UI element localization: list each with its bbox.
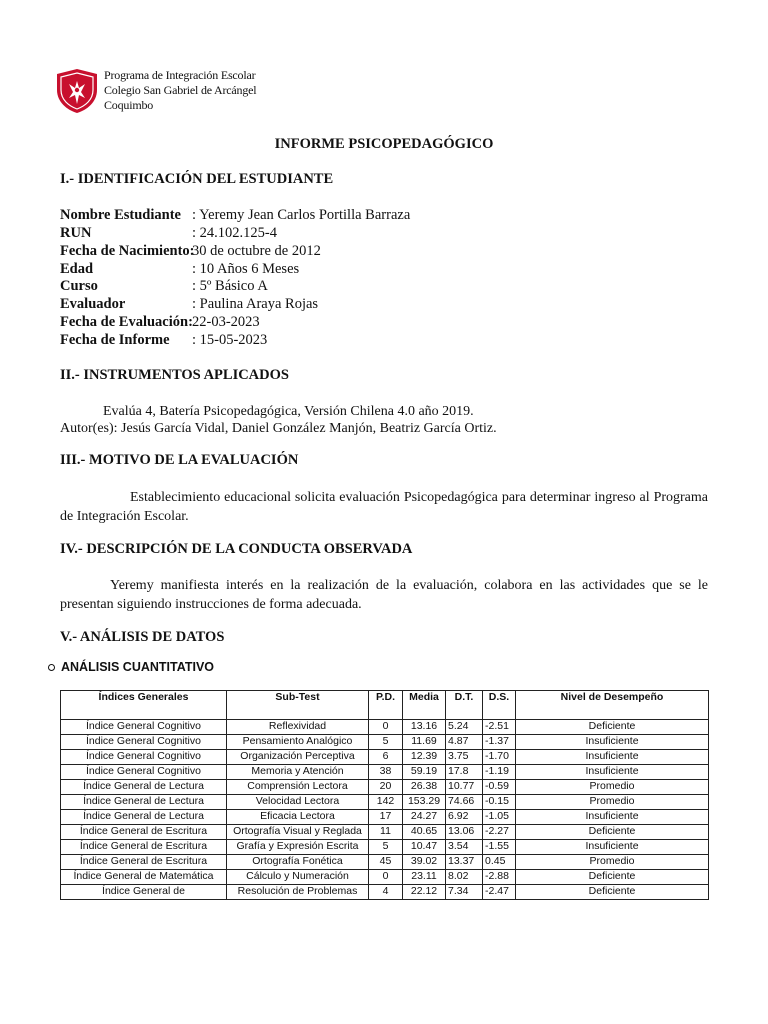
cell-media: 59.19 (403, 765, 446, 780)
cell-ds: -1.55 (483, 840, 516, 855)
cell-nivel: Deficiente (516, 720, 709, 735)
cell-pd: 5 (369, 735, 403, 750)
id-label: Fecha de Evaluación: (60, 314, 193, 330)
cell-ds: -0.59 (483, 780, 516, 795)
cell-dt: 13.37 (446, 855, 483, 870)
cell-subtest: Grafía y Expresión Escrita (227, 840, 369, 855)
table-row (61, 720, 709, 735)
cell-pd: 6 (369, 750, 403, 765)
instrument-authors: Autor(es): Jesús García Vidal, Daniel González Manjón, Beatriz García Ortiz. (60, 421, 497, 436)
cell-pd: 38 (369, 765, 403, 780)
cell-index: Índice General de (61, 885, 227, 900)
cell-media: 40.65 (403, 825, 446, 840)
cell-media: 11.69 (403, 735, 446, 750)
cell-index: Índice General Cognitivo (61, 720, 227, 735)
cell-index: Índice General Cognitivo (61, 735, 227, 750)
table-row (61, 840, 709, 855)
id-row-run (60, 224, 277, 242)
table-row (61, 885, 709, 900)
id-row-evaluator (60, 295, 318, 313)
cell-dt: 3.54 (446, 840, 483, 855)
cell-dt: 8.02 (446, 870, 483, 885)
cell-media: 39.02 (403, 855, 446, 870)
table-row (61, 855, 709, 870)
id-value: 30 de octubre de 2012 (192, 243, 321, 259)
cell-index: Índice General de Lectura (61, 780, 227, 795)
cell-dt: 4.87 (446, 735, 483, 750)
cell-subtest: Ortografía Fonética (227, 855, 369, 870)
id-value: : Yeremy Jean Carlos Portilla Barraza (192, 207, 411, 223)
section-motivo-heading: III.- MOTIVO DE LA EVALUACIÓN (60, 452, 299, 468)
id-row-report-date (60, 331, 267, 349)
cell-dt: 10.77 (446, 780, 483, 795)
cell-index: Índice General de Escritura (61, 855, 227, 870)
header-nivel: Nivel de Desempeño (516, 691, 709, 720)
section-identification-heading: I.- IDENTIFICACIÓN DEL ESTUDIANTE (60, 171, 334, 187)
cell-ds: -2.47 (483, 885, 516, 900)
cell-ds: -0.15 (483, 795, 516, 810)
cell-dt: 74.66 (446, 795, 483, 810)
section-instruments-heading: II.- INSTRUMENTOS APLICADOS (60, 367, 289, 383)
results-table (60, 690, 709, 900)
cell-media: 10.47 (403, 840, 446, 855)
cell-pd: 0 (369, 870, 403, 885)
cell-pd: 20 (369, 780, 403, 795)
table-row (61, 825, 709, 840)
instrument-line: Evalúa 4, Batería Psicopedagógica, Versión Chilena 4.0 año 2019. (103, 404, 474, 419)
cell-index: Índice General de Escritura (61, 840, 227, 855)
quantitative-analysis-heading (48, 660, 214, 674)
cell-nivel: Promedio (516, 855, 709, 870)
id-label: Fecha de Nacimiento: (60, 243, 195, 259)
id-value: : Paulina Araya Rojas (192, 296, 319, 312)
cell-dt: 5.24 (446, 720, 483, 735)
motivo-paragraph: Establecimiento educacional solicita evaluación Psicopedagógica para determinar ingreso al Programa de Integración Escolar. (60, 490, 708, 524)
header-ds: D.S. (483, 691, 516, 720)
cell-nivel: Insuficiente (516, 735, 709, 750)
cell-ds: -1.37 (483, 735, 516, 750)
cell-subtest: Ortografía Visual y Reglada (227, 825, 369, 840)
id-row-age (60, 260, 299, 278)
cell-dt: 17.8 (446, 765, 483, 780)
cell-ds: -1.19 (483, 765, 516, 780)
cell-pd: 5 (369, 840, 403, 855)
conducta-paragraph: Yeremy manifiesta interés en la realización de la evaluación, colabora en las actividades que se le presentan siguiendo instrucciones de forma adecuada. (60, 578, 708, 612)
cell-subtest: Eficacia Lectora (227, 810, 369, 825)
cell-pd: 17 (369, 810, 403, 825)
cell-index: Índice General de Escritura (61, 825, 227, 840)
id-value: : 10 Años 6 Meses (192, 261, 300, 277)
bullet-icon (48, 664, 55, 671)
id-label: Fecha de Informe (60, 332, 170, 348)
cell-ds: -1.05 (483, 810, 516, 825)
cell-subtest: Reflexividad (227, 720, 369, 735)
table-row (61, 810, 709, 825)
cell-dt: 7.34 (446, 885, 483, 900)
cell-media: 26.38 (403, 780, 446, 795)
id-label: Nombre Estudiante (60, 207, 181, 223)
cell-media: 22.12 (403, 885, 446, 900)
cell-media: 24.27 (403, 810, 446, 825)
section-analysis-heading: V.- ANÁLISIS DE DATOS (60, 629, 225, 645)
cell-media: 13.16 (403, 720, 446, 735)
id-label: RUN (60, 225, 92, 241)
cell-index: Índice General Cognitivo (61, 765, 227, 780)
cell-subtest: Resolución de Problemas (227, 885, 369, 900)
header-dt: D.T. (446, 691, 483, 720)
cell-subtest: Pensamiento Analógico (227, 735, 369, 750)
cell-index: Índice General de Lectura (61, 810, 227, 825)
cell-media: 153.29 (403, 795, 446, 810)
program-name: Programa de Integración Escolar (104, 68, 256, 82)
header-pd: P.D. (369, 691, 403, 720)
id-label: Edad (60, 261, 94, 277)
id-row-evaluation-date (60, 313, 260, 331)
table-row (61, 750, 709, 765)
cell-pd: 142 (369, 795, 403, 810)
cell-pd: 11 (369, 825, 403, 840)
cell-nivel: Insuficiente (516, 840, 709, 855)
id-value: : 5º Básico A (192, 278, 268, 294)
cell-nivel: Promedio (516, 780, 709, 795)
cell-pd: 4 (369, 885, 403, 900)
table-row (61, 765, 709, 780)
cell-ds: -1.70 (483, 750, 516, 765)
header-media: Media (403, 691, 446, 720)
id-row-name (60, 206, 410, 224)
id-label: Evaluador (60, 296, 126, 312)
cell-index: Índice General Cognitivo (61, 750, 227, 765)
id-value: : 15-05-2023 (192, 332, 268, 348)
letterhead-text (104, 68, 256, 113)
table-row (61, 780, 709, 795)
cell-nivel: Deficiente (516, 885, 709, 900)
cell-nivel: Promedio (516, 795, 709, 810)
cell-subtest: Cálculo y Numeración (227, 870, 369, 885)
cell-index: Índice General de Lectura (61, 795, 227, 810)
cell-nivel: Deficiente (516, 825, 709, 840)
header-subtest: Sub-Test (227, 691, 369, 720)
cell-pd: 45 (369, 855, 403, 870)
cell-nivel: Insuficiente (516, 765, 709, 780)
school-name: Colegio San Gabriel de Arcángel (104, 83, 257, 97)
cell-ds: -2.88 (483, 870, 516, 885)
cell-ds: 0.45 (483, 855, 516, 870)
cell-nivel: Insuficiente (516, 810, 709, 825)
id-value: : 24.102.125-4 (192, 225, 277, 241)
cell-dt: 6.92 (446, 810, 483, 825)
cell-nivel: Insuficiente (516, 750, 709, 765)
school-crest-icon (55, 68, 99, 114)
cell-media: 12.39 (403, 750, 446, 765)
cell-subtest: Comprensión Lectora (227, 780, 369, 795)
cell-ds: -2.27 (483, 825, 516, 840)
cell-index: Índice General de Matemática (61, 870, 227, 885)
id-row-birthdate (60, 242, 321, 260)
cell-nivel: Deficiente (516, 870, 709, 885)
cell-subtest: Velocidad Lectora (227, 795, 369, 810)
city-name: Coquimbo (104, 98, 154, 112)
section-conducta-heading: IV.- DESCRIPCIÓN DE LA CONDUCTA OBSERVADA (60, 541, 413, 557)
cell-pd: 0 (369, 720, 403, 735)
id-row-course (60, 277, 268, 295)
table-row (61, 870, 709, 885)
quantitative-analysis-label: ANÁLISIS CUANTITATIVO (61, 660, 215, 674)
cell-subtest: Memoria y Atención (227, 765, 369, 780)
table-header-row (61, 691, 709, 720)
cell-media: 23.11 (403, 870, 446, 885)
letterhead (55, 68, 256, 114)
cell-dt: 3.75 (446, 750, 483, 765)
id-value: 22-03-2023 (192, 314, 260, 330)
table-row (61, 735, 709, 750)
cell-subtest: Organización Perceptiva (227, 750, 369, 765)
table-row (61, 795, 709, 810)
cell-dt: 13.06 (446, 825, 483, 840)
header-indices: Índices Generales (61, 691, 227, 720)
id-label: Curso (60, 278, 98, 294)
report-title: INFORME PSICOPEDAGÓGICO (274, 136, 494, 152)
cell-ds: -2.51 (483, 720, 516, 735)
